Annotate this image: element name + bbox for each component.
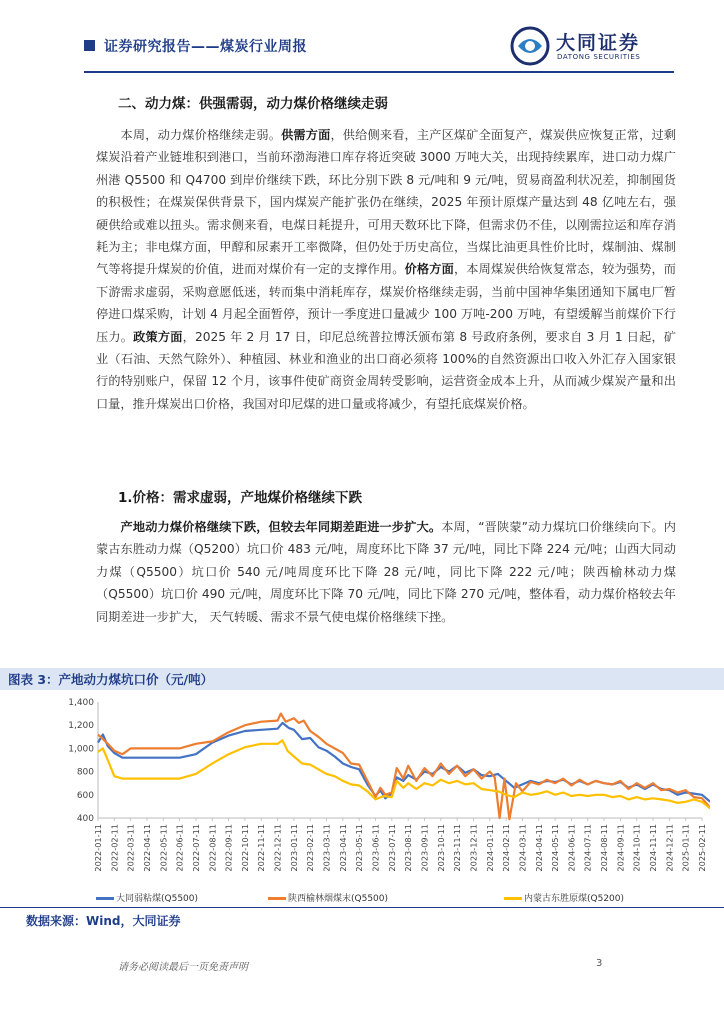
legend-label: 内蒙古东胜原煤(Q5200) [524,894,625,904]
subsection-heading: 1.价格：需求虚弱，产地煤价格继续下跌 [118,490,363,506]
x-tick-label: 2024-05-11 [550,824,561,872]
text-run: ，本周煤炭供给恢复常态，较为强势，而下游需求虚弱，采购意愿低迷，转而集中消耗库存，煤炭价格继续走弱，当前中国神华集团通知下属电厂暂停进口煤采购，计划 4 月起全面暂停，预计一季度进口量减少 100 万吨-200 万吨，有望缓解当前煤价下行压力。 [96,262,676,344]
x-tick-label: 2024-06-11 [566,824,577,872]
y-tick-label: 1,200 [68,721,94,732]
page-number: 3 [596,958,603,969]
x-tick-label: 2025-02-11 [697,824,707,872]
x-tick-label: 2022-10-11 [239,824,250,872]
x-tick-label: 2023-09-11 [419,824,430,872]
x-tick-label: 2023-05-11 [354,824,365,872]
header-divider [84,71,674,73]
x-tick-label: 2024-04-11 [533,824,544,872]
x-tick-label: 2022-06-11 [174,824,185,872]
legend-swatch [268,897,286,900]
y-tick-label: 1,400 [68,698,94,708]
price-line-chart [50,694,710,894]
brand-name-en: DATONG SECURITIES [557,53,641,61]
x-tick-label: 2024-07-11 [582,824,593,872]
paragraph-price [96,516,676,628]
x-tick-label: 2023-01-11 [288,824,299,872]
x-tick-label: 2024-03-11 [517,824,528,872]
x-tick-label: 2024-02-11 [501,824,512,872]
series-line-0 [98,723,710,802]
legend-item [268,891,388,905]
x-tick-label: 2022-09-11 [223,824,234,872]
text-run: 本周，“晋陕蒙”动力煤坑口价继续向下。内蒙古东胜动力煤（Q5200）坑口价 483 元/吨，周度环比下降 37 元/吨，同比下降 224 元/吨；山西大同动力煤（Q5500）坑口价 540 元/吨周度环比下降 28 元/吨，同比下降 222 元/吨；陕西榆林动力煤（Q5500）坑口价 490 元/吨，周度环比下降 70 元/吨，同比下降 270 元/吨，整体看，动力煤价格较去年同期差进一步扩大， 天气转暖、需求不景气使电煤价格继续下挫。 [96,520,676,624]
report-header-title: 证券研究报告——煤炭行业周报 [104,39,307,55]
text-run: ，供给侧来看，主产区煤矿全面复产，煤炭供应恢复正常，过剩煤炭沿着产业链堆积到港口，当前环渤海港口库存将近突破 3000 万吨大关，出现持续累库，进口动力煤广州港 Q5500 和 Q4700 到岸价继续下跌，环比分别下跌 8 元/吨和 9 元/吨，贸易商盈利状况差，抑制囤货的积极性；在煤炭保供背景下，国内煤炭产能扩张仍在继续，2025 年预计原煤产量达到 48 亿吨左右，强硬供给或难以扭头。需求侧来看，电煤日耗提升，可用天数环比下降，但需求仍不佳，以刚需拉运和库存消耗为主；非电煤方面，甲醇和尿素开工率微降，但仍处于历史高位，当煤比油更具性价比时，煤制油、煤制气等将提升煤炭的价值，进而对煤价有一定的支撑作用。 [96,128,677,277]
x-tick-label: 2024-11-11 [648,824,659,872]
series-line-1 [98,714,710,820]
x-tick-label: 2022-01-11 [93,824,103,872]
data-source: 数据来源：Wind，大同证券 [26,914,181,928]
x-tick-label: 2023-06-11 [370,824,381,872]
bold-phrase: 政策方面 [133,329,183,344]
x-tick-label: 2024-01-11 [484,824,495,872]
x-tick-label: 2023-11-11 [452,824,463,872]
legend-label: 大同弱粘煤(Q5500) [116,894,199,904]
text-run: 本周，动力煤价格继续走弱。 [120,128,282,142]
paragraph-supply-demand [96,124,676,415]
bold-phrase: 产地动力煤价格继续下跌，但较去年同期差距进一步扩大。 [120,520,442,534]
y-tick-label: 400 [76,814,94,824]
x-tick-label: 2022-12-11 [272,824,283,872]
figure-title: 图表 3：产地动力煤坑口价（元/吨） [8,672,214,687]
legend-item [96,891,198,905]
x-tick-label: 2023-03-11 [321,824,332,872]
bold-phrase: 价格方面 [404,262,454,277]
legend-label: 陕西榆林烟煤末(Q5500) [288,894,389,904]
brand-logo [510,26,680,66]
x-tick-label: 2022-11-11 [256,824,267,872]
section-heading: 二、动力煤：供强需弱，动力煤价格继续走弱 [118,96,388,112]
x-tick-label: 2023-02-11 [305,824,316,872]
legend-item [504,891,624,905]
brand-mark-icon [510,26,550,66]
y-tick-label: 800 [76,767,94,778]
x-tick-label: 2024-09-11 [615,824,626,872]
text-run: ，2025 年 2 月 17 日，印尼总统普拉博沃颁布第 8 号政府条例，要求自 3 月 1 日起，矿业（石油、天然气除外）、种植园、林业和渔业的出口商必须将 100%的自然资源出口收入外汇存入国家银行的特别账户，保留 12 个月，该事件使矿商资金周转受影响，运营资金成本上升，从而减少煤炭产量和出口量，推升煤炭出口价格，我国对印尼煤的进口量或将减少，有望托底煤炭价格。 [96,329,677,411]
legend-swatch [504,897,522,900]
x-tick-label: 2022-07-11 [190,824,201,872]
source-divider [0,907,724,908]
x-tick-label: 2022-02-11 [109,824,120,872]
bold-phrase: 供需方面 [281,128,331,142]
x-tick-label: 2022-04-11 [141,824,152,872]
x-tick-label: 2022-03-11 [125,824,136,872]
brand-name-cn: 大同证券 [556,32,641,54]
x-tick-label: 2023-12-11 [468,824,479,872]
x-tick-label: 2024-12-11 [664,824,675,872]
x-tick-label: 2023-08-11 [403,824,414,872]
y-tick-label: 1,000 [68,744,94,755]
x-tick-label: 2022-05-11 [158,824,169,872]
disclaimer-note: 请务必阅读最后一页免责声明 [118,962,248,973]
y-tick-label: 600 [76,790,94,801]
x-tick-label: 2024-10-11 [631,824,642,872]
x-tick-label: 2022-08-11 [207,824,218,872]
x-tick-label: 2023-04-11 [337,824,348,872]
x-tick-label: 2023-07-11 [386,824,397,872]
header-marker [84,40,95,51]
x-tick-label: 2025-01-11 [680,824,691,872]
legend-swatch [96,897,114,900]
x-tick-label: 2024-08-11 [599,824,610,872]
x-tick-label: 2023-10-11 [435,824,446,872]
